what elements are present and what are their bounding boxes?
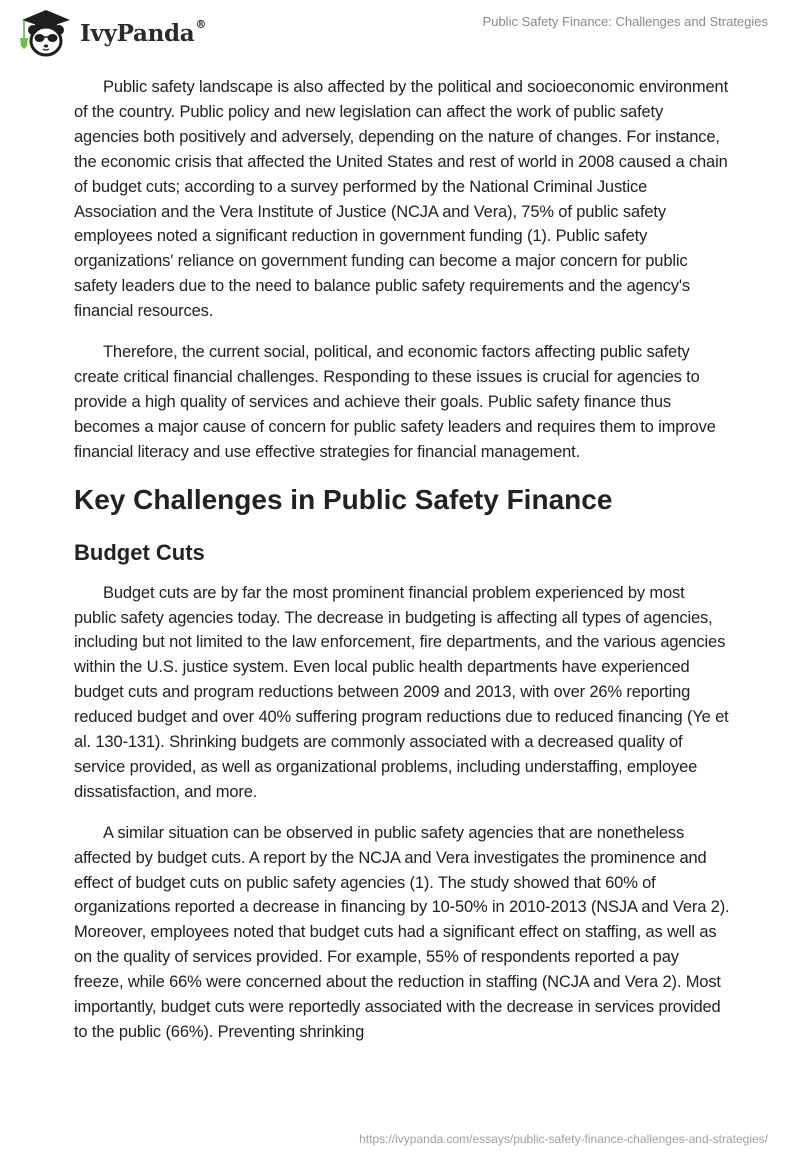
- source-url-link[interactable]: https://ivypanda.com/essays/public-safety-finance-challenges-and-strategies/: [359, 1132, 768, 1146]
- page-header: [0, 0, 800, 60]
- subsection-heading: Budget Cuts: [74, 539, 205, 565]
- registered-mark: ®: [195, 17, 207, 31]
- paragraph: Therefore, the current social, political, and economic factors affecting public safety create critical financial challenges. Responding to these issues is crucial for agencies to provide a high quality of services and achieve their goals. Public safety finance thus becomes a major cause of concern for public safety leaders and requires them to improve financial literacy and use effective strategies for financial management.: [74, 343, 716, 461]
- panda-graduate-icon: [14, 6, 76, 58]
- ivypanda-logo-link[interactable]: [14, 6, 206, 58]
- document-title: Public Safety Finance: Challenges and Strategies: [482, 14, 768, 29]
- paragraph: Budget cuts are by far the most prominent financial problem experienced by most public safety agencies today. The decrease in budgeting is affecting all types of agencies, including but not limited to the law enforcement, fire departments, and the various agencies within the U.S. justice system. Even local public health departments have experienced budget cuts and program reductions between 2009 and 2013, with over 26% reporting reduced budget and over 40% suffering program reductions due to reduced financing (Ye et al. 130-131). Shrinking budgets are commonly associated with a decreased quality of service provided, as well as organizational problems, including understaffing, employee dissatisfaction, and more.: [74, 583, 729, 801]
- paragraph: Public safety landscape is also affected by the political and socioeconomic environment of the country. Public policy and new legislation can affect the work of public safety agencies both positively and adversely, depending on the nature of changes. For instance, the economic crisis that affected the United States and rest of world in 2008 caused a chain of budget cuts; according to a survey performed by the National Criminal Justice Association and the Vera Institute of Justice (NCJA and Vera), 75% of public safety employees noted a significant reduction in government funding (1). Public safety organizations' reliance on government funding can become a major concern for public safety leaders due to the need to balance public safety requirements and the agency's financial resources.: [74, 78, 729, 321]
- logo-text: IvyPanda: [80, 19, 195, 47]
- section-heading: Key Challenges in Public Safety Finance: [74, 483, 613, 515]
- paragraph: A similar situation can be observed in public safety agencies that are nonetheless affected by budget cuts. A report by the NCJA and Vera investigates the prominence and effect of budget cuts on public safety agencies (1). The study showed that 60% of organizations reported a decrease in financing by 10-50% in 2010-2013 (NSJA and Vera 2). Moreover, employees noted that budget cuts had a significant effect on staffing, as well as on the quality of services provided. For example, 55% of respondents reported a pay freeze, while 66% were concerned about the reduction in staffing (NCJA and Vera 2). Most importantly, budget cuts were reportedly associated with the decrease in services provided to the public (66%). Preventing shrinking: [74, 823, 730, 1041]
- logo-wordmark: [80, 17, 207, 47]
- article-content: [74, 75, 730, 1061]
